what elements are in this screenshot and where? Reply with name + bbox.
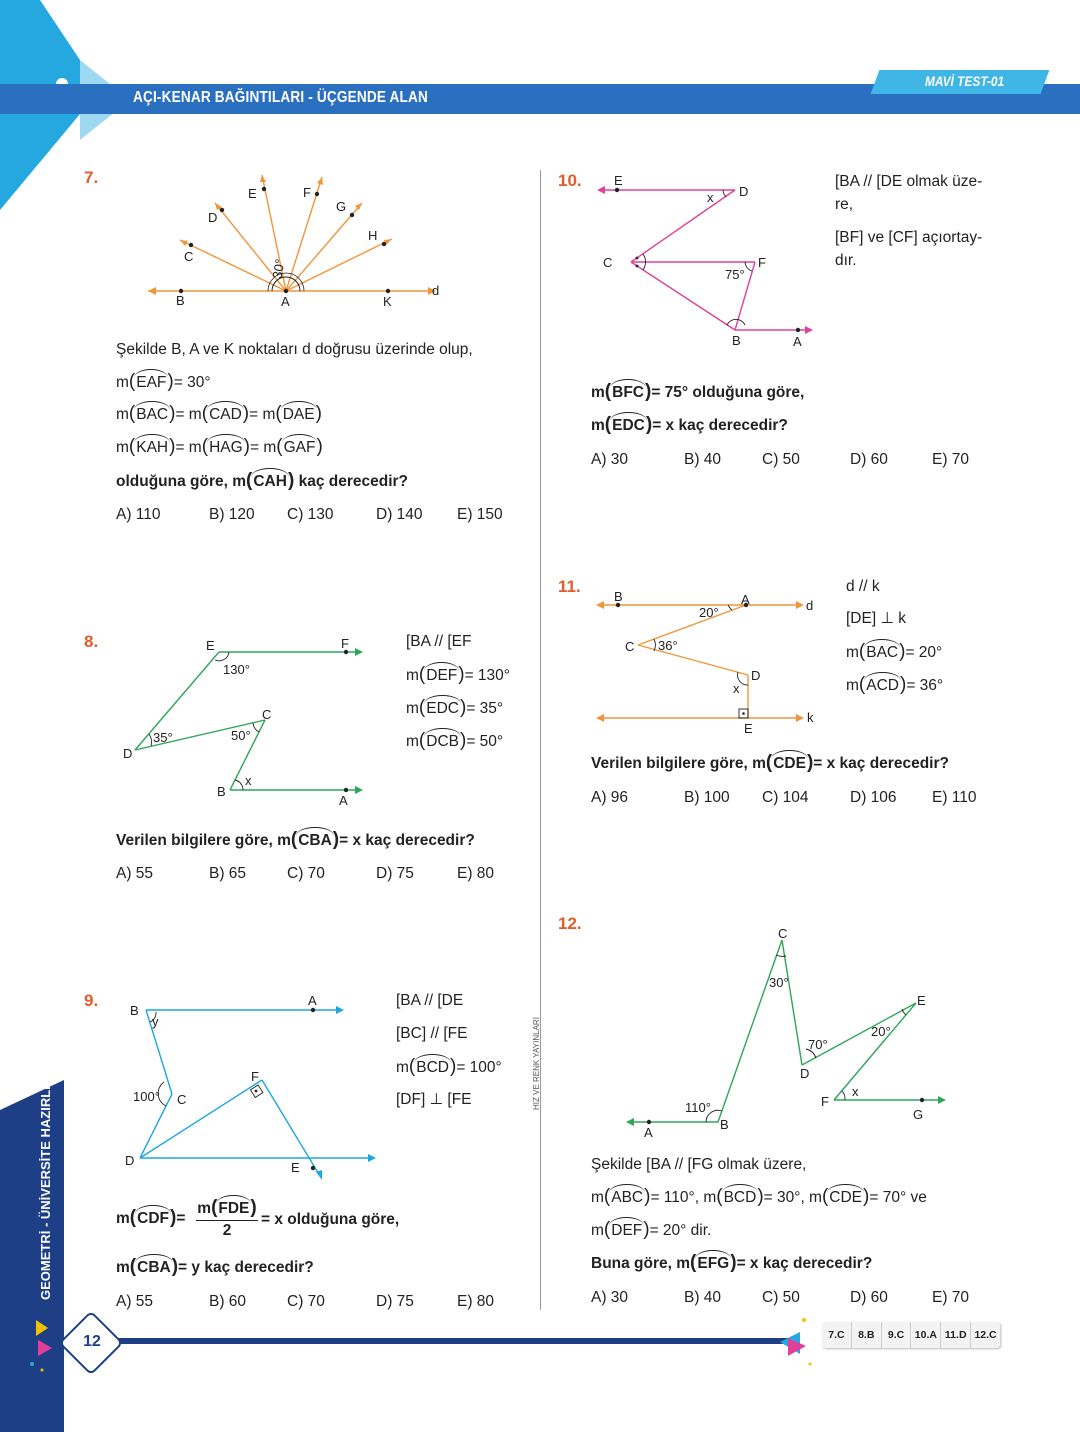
svg-text:x: x bbox=[852, 1084, 859, 1099]
q11-given-3: m(BAC)= 20° bbox=[846, 641, 943, 662]
q7-option-b[interactable]: B) 120 bbox=[209, 506, 255, 523]
svg-text:E: E bbox=[206, 638, 215, 653]
q8-option-d[interactable]: D) 75 bbox=[376, 865, 414, 882]
q11-number: 11. bbox=[558, 577, 581, 596]
q7-option-c[interactable]: C) 130 bbox=[287, 506, 334, 523]
q8-given-1: [BA // [EF bbox=[406, 633, 472, 650]
q12-number: 12. bbox=[558, 914, 582, 933]
svg-text:x: x bbox=[733, 681, 740, 696]
q11-option-b[interactable]: B) 100 bbox=[684, 789, 730, 806]
svg-text:A: A bbox=[308, 993, 317, 1008]
answer-11: 11.D bbox=[941, 1322, 971, 1348]
svg-text:G: G bbox=[336, 199, 347, 214]
svg-text:d: d bbox=[806, 598, 814, 613]
q7-angle-label: 30° bbox=[269, 257, 288, 280]
svg-text:D: D bbox=[125, 1153, 135, 1168]
q7-text-2: m(EAF)= 30° bbox=[116, 371, 211, 392]
q8-option-e[interactable]: E) 80 bbox=[457, 865, 495, 882]
q7-option-e[interactable]: E) 150 bbox=[457, 506, 503, 523]
test-label: MAVİ TEST-01 bbox=[925, 73, 1005, 89]
svg-text:70°: 70° bbox=[808, 1037, 828, 1052]
svg-text:110°: 110° bbox=[685, 1100, 711, 1115]
q11-figure bbox=[594, 585, 824, 735]
q10-given-1b: re, bbox=[835, 196, 854, 213]
svg-text:F: F bbox=[821, 1094, 829, 1109]
answer-9: 9.C bbox=[882, 1322, 912, 1348]
svg-text:20°: 20° bbox=[871, 1024, 891, 1039]
svg-text:A: A bbox=[281, 294, 290, 309]
q9-given-2: [BC] // [FE bbox=[396, 1025, 468, 1042]
q7-question: olduğuna göre, m(CAH) kaç derecedir? bbox=[116, 470, 409, 491]
q10-option-d[interactable]: D) 60 bbox=[850, 451, 888, 468]
q11-given-1: d // k bbox=[846, 578, 880, 595]
svg-text:E: E bbox=[614, 173, 623, 188]
svg-text:E: E bbox=[744, 721, 753, 735]
answer-8: 8.B bbox=[852, 1322, 882, 1348]
q8-option-a[interactable]: A) 55 bbox=[116, 865, 154, 882]
q7-text-4: m(KAH)= m(HAG)= m(GAF) bbox=[116, 436, 323, 457]
q8-given-2: m(DEF)= 130° bbox=[406, 664, 510, 685]
svg-text:H: H bbox=[368, 228, 378, 243]
q7-option-d[interactable]: D) 140 bbox=[376, 506, 423, 523]
publisher-name: HIZ VE RENK YAYINLARI bbox=[532, 1017, 541, 1110]
svg-text:35°: 35° bbox=[153, 730, 173, 745]
sidebar-band bbox=[0, 1080, 64, 1432]
svg-text:x: x bbox=[245, 773, 252, 788]
svg-text:D: D bbox=[123, 746, 133, 761]
q10-option-c[interactable]: C) 50 bbox=[762, 451, 800, 468]
q12-figure bbox=[620, 925, 950, 1140]
q10-option-b[interactable]: B) 40 bbox=[684, 451, 722, 468]
footer-line bbox=[110, 1338, 800, 1344]
q8-option-b[interactable]: B) 65 bbox=[209, 865, 247, 882]
footer-decoration bbox=[24, 1318, 64, 1378]
svg-text:D: D bbox=[739, 184, 749, 199]
q12-option-d[interactable]: D) 60 bbox=[850, 1289, 888, 1306]
svg-text:50°: 50° bbox=[231, 728, 251, 743]
answer-key bbox=[822, 1322, 1000, 1348]
q12-option-b[interactable]: B) 40 bbox=[684, 1289, 722, 1306]
q7-figure bbox=[140, 165, 460, 315]
q8-figure bbox=[115, 630, 375, 810]
q12-text-1: Şekilde [BA // [FG olmak üzere, bbox=[591, 1156, 807, 1173]
svg-text:75°: 75° bbox=[725, 267, 745, 282]
svg-text:F: F bbox=[341, 636, 349, 651]
q9-question: m(CBA)= y kaç derecedir? bbox=[116, 1256, 314, 1277]
q11-given-2: [DE] ⊥ k bbox=[846, 610, 907, 627]
q10-given-2: [BF] ve [CF] açıortay- bbox=[835, 229, 983, 246]
q7-text-3: m(BAC)= m(CAD)= m(DAE) bbox=[116, 403, 322, 424]
q12-option-a[interactable]: A) 30 bbox=[591, 1289, 629, 1306]
q11-option-a[interactable]: A) 96 bbox=[591, 789, 629, 806]
q9-fraction: m(FDE) 2 bbox=[197, 1197, 257, 1239]
q9-option-b[interactable]: B) 60 bbox=[209, 1293, 247, 1310]
svg-text:30°: 30° bbox=[769, 975, 789, 990]
svg-text:D: D bbox=[800, 1066, 810, 1081]
q10-option-a[interactable]: A) 30 bbox=[591, 451, 629, 468]
column-divider bbox=[540, 170, 541, 1310]
q9-number: 9. bbox=[84, 991, 99, 1010]
svg-text:B: B bbox=[720, 1117, 729, 1132]
footer-arrow-decoration bbox=[780, 1312, 820, 1386]
q9-option-c[interactable]: C) 70 bbox=[287, 1293, 325, 1310]
svg-text:130°: 130° bbox=[223, 662, 250, 677]
chapter-title: AÇI-KENAR BAĞINTILARI - ÜÇGENDE ALAN bbox=[133, 89, 428, 106]
q9-condition: m(CDF)= bbox=[116, 1207, 186, 1228]
page-number: 12 bbox=[83, 1333, 101, 1350]
q12-option-e[interactable]: E) 70 bbox=[932, 1289, 970, 1306]
q8-given-4: m(DCB)= 50° bbox=[406, 730, 504, 751]
q12-question: Buna göre, m(EFG)= x kaç derecedir? bbox=[591, 1252, 873, 1273]
q11-option-d[interactable]: D) 106 bbox=[850, 789, 897, 806]
svg-text:B: B bbox=[176, 293, 185, 308]
svg-text:A: A bbox=[644, 1125, 653, 1140]
svg-text:k: k bbox=[807, 710, 814, 725]
svg-text:C: C bbox=[184, 249, 194, 264]
q7-text-1: Şekilde B, A ve K noktaları d doğrusu üzerinde olup, bbox=[116, 341, 473, 358]
q9-given-3: m(BCD)= 100° bbox=[396, 1056, 502, 1077]
q7-number: 7. bbox=[84, 168, 99, 187]
svg-text:C: C bbox=[625, 639, 635, 654]
q8-question: Verilen bilgilere göre, m(CBA)= x kaç derecedir? bbox=[116, 829, 475, 850]
svg-text:d: d bbox=[432, 283, 440, 298]
q9-condition-end: = x olduğuna göre, bbox=[261, 1211, 400, 1228]
svg-text:A: A bbox=[793, 334, 802, 349]
q10-number: 10. bbox=[558, 171, 582, 190]
q9-given-4: [DF] ⊥ [FE bbox=[396, 1091, 472, 1108]
answer-10: 10.A bbox=[911, 1322, 941, 1348]
q7-option-a[interactable]: A) 110 bbox=[116, 506, 161, 523]
svg-text:E: E bbox=[917, 993, 926, 1008]
svg-text:D: D bbox=[208, 210, 218, 225]
svg-text:B: B bbox=[732, 333, 741, 348]
svg-text:36°: 36° bbox=[658, 638, 678, 653]
q12-text-3: m(DEF)= 20° dir. bbox=[591, 1219, 712, 1240]
svg-text:y: y bbox=[152, 1014, 159, 1029]
q8-option-c[interactable]: C) 70 bbox=[287, 865, 325, 882]
svg-text:C: C bbox=[177, 1092, 187, 1107]
q10-question: m(EDC)= x kaç derecedir? bbox=[591, 414, 788, 435]
q12-text-2: m(ABC)= 110°, m(BCD)= 30°, m(CDE)= 70° ve bbox=[591, 1186, 927, 1207]
answer-12: 12.C bbox=[974, 1329, 997, 1341]
svg-text:F: F bbox=[758, 255, 766, 270]
q10-figure bbox=[595, 170, 825, 350]
svg-text:G: G bbox=[913, 1107, 924, 1122]
svg-text:C: C bbox=[778, 926, 788, 941]
svg-text:E: E bbox=[248, 186, 257, 201]
svg-text:20°: 20° bbox=[699, 605, 719, 620]
q10-given-1: [BA // [DE olmak üze- bbox=[835, 173, 983, 190]
q11-option-e[interactable]: E) 110 bbox=[932, 789, 977, 806]
svg-text:100°: 100° bbox=[133, 1089, 160, 1104]
q9-given-1: [BA // [DE bbox=[396, 992, 464, 1009]
svg-text:A: A bbox=[741, 592, 750, 607]
q11-given-4: m(ACD)= 36° bbox=[846, 674, 944, 695]
svg-text:C: C bbox=[262, 707, 272, 722]
q9-option-e[interactable]: E) 80 bbox=[457, 1293, 495, 1310]
svg-text:x: x bbox=[707, 190, 714, 205]
q9-figure bbox=[120, 990, 390, 1180]
q11-question: Verilen bilgilere göre, m(CDE)= x kaç derecedir? bbox=[591, 752, 949, 773]
svg-text:D: D bbox=[751, 668, 761, 683]
svg-text:E: E bbox=[291, 1160, 300, 1175]
svg-text:C: C bbox=[603, 255, 613, 270]
q8-given-3: m(EDC)= 35° bbox=[406, 697, 504, 718]
q10-given-2b: dır. bbox=[835, 252, 857, 269]
svg-text:F: F bbox=[303, 185, 311, 200]
svg-text:F: F bbox=[251, 1069, 259, 1084]
q8-number: 8. bbox=[84, 632, 99, 651]
q12-option-c[interactable]: C) 50 bbox=[762, 1289, 800, 1306]
svg-text:B: B bbox=[130, 1003, 139, 1018]
svg-text:K: K bbox=[383, 294, 392, 309]
answer-7: 7.C bbox=[822, 1322, 852, 1348]
sidebar-label: GEOMETRİ - ÜNİVERSİTE HAZIRLIK bbox=[38, 1076, 53, 1300]
q10-option-e[interactable]: E) 70 bbox=[932, 451, 970, 468]
q11-option-c[interactable]: C) 104 bbox=[762, 789, 809, 806]
svg-text:B: B bbox=[614, 589, 623, 604]
q9-option-d[interactable]: D) 75 bbox=[376, 1293, 414, 1310]
q9-option-a[interactable]: A) 55 bbox=[116, 1293, 154, 1310]
svg-text:B: B bbox=[217, 784, 226, 799]
svg-text:A: A bbox=[339, 793, 348, 808]
q10-condition: m(BFC)= 75° olduğuna göre, bbox=[591, 381, 805, 402]
